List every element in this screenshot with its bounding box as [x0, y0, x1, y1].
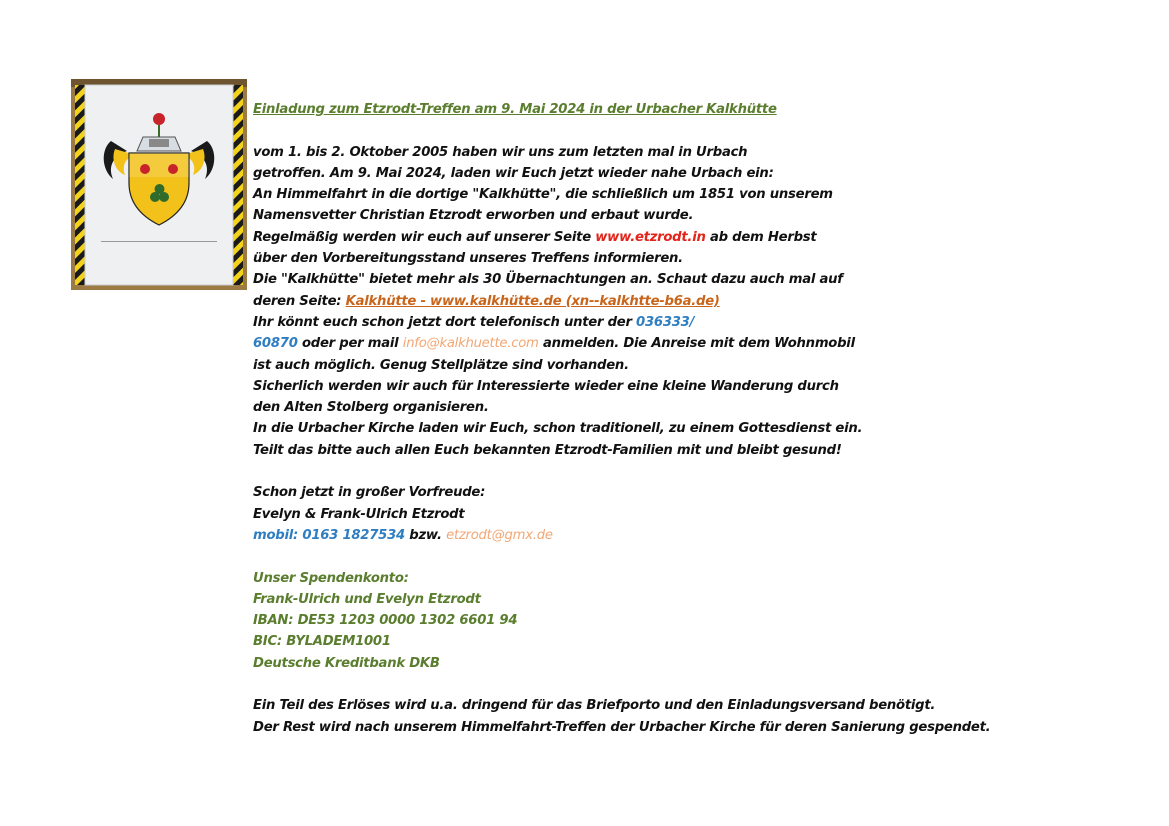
- letter-line: [253, 312, 1033, 333]
- letter-text: Ihr könnt euch schon jetzt dort telefonisch unter der: [253, 314, 637, 330]
- invitation-title: Einladung zum Etzrodt-Treffen am 9. Mai 2024 in der Urbacher Kalkhütte: [253, 102, 777, 117]
- signature-email-link[interactable]: etzrodt@gmx.de: [446, 527, 553, 543]
- bank-name: Deutsche Kreditbank DKB: [253, 655, 440, 671]
- bank-iban: IBAN: DE53 1203 0000 1302 6601 94: [253, 613, 518, 629]
- letter-line: Sicherlich werden wir auch für Interessierte wieder eine kleine Wanderung durch: [253, 378, 839, 394]
- letter-line: [253, 227, 1033, 248]
- letter-text: deren Seite:: [253, 293, 346, 309]
- letter-line: ist auch möglich. Genug Stellplätze sind vorhanden.: [253, 357, 629, 373]
- letter-line: [253, 291, 1033, 312]
- bank-heading: Unser Spendenkonto:: [253, 570, 409, 586]
- bank-holder: Frank-Ulrich und Evelyn Etzrodt: [253, 591, 481, 607]
- letter-line: [253, 333, 1033, 354]
- etzrodt-website-link[interactable]: www.etzrodt.in: [595, 229, 706, 245]
- mobile-phone-link[interactable]: mobil: 0163 1827534: [253, 527, 405, 543]
- kalkhuette-website-link[interactable]: Kalkhütte - www.kalkhütte.de (xn--kalkhtte-b6a.de): [345, 293, 720, 309]
- letter-line: In die Urbacher Kirche laden wir Euch, schon traditionell, zu einem Gottesdienst ein.: [253, 421, 863, 437]
- bank-bic: BIC: BYLADEM1001: [253, 634, 391, 650]
- kalkhuette-email-link[interactable]: info@kalkhuette.com: [402, 336, 539, 352]
- letter-text: oder per mail: [297, 336, 403, 352]
- signature-contact: [253, 525, 1033, 546]
- letter-text: anmelden. Die Anreise mit dem Wohnmobil: [538, 336, 855, 352]
- signature-greeting: Schon jetzt in großer Vorfreude:: [253, 485, 486, 501]
- letter-line: über den Vorbereitungsstand unseres Treffens informieren.: [253, 251, 683, 267]
- letter-text: Regelmäßig werden wir euch auf unserer Seite: [253, 229, 596, 245]
- letter-line: vom 1. bis 2. Oktober 2005 haben wir uns zum letzten mal in Urbach: [253, 144, 748, 160]
- letter-line: Die "Kalkhütte" bietet mehr als 30 Übernachtungen an. Schaut dazu auch mal auf: [253, 272, 843, 288]
- letter-line: den Alten Stolberg organisieren.: [253, 400, 489, 416]
- signature-names: Evelyn & Frank-Ulrich Etzrodt: [253, 506, 465, 522]
- kalkhuette-phone-link-cont[interactable]: 60870: [253, 336, 298, 352]
- kalkhuette-phone-link[interactable]: 036333/: [636, 314, 695, 330]
- invitation-letter: [253, 99, 1033, 738]
- coat-of-arms-banner-image: [71, 79, 247, 290]
- signature-separator: bzw.: [404, 527, 447, 543]
- footer-line: Ein Teil des Erlöses wird u.a. dringend für das Briefporto und den Einladungsversand benötigt.: [253, 698, 936, 714]
- letter-text: ab dem Herbst: [705, 229, 817, 245]
- footer-line: Der Rest wird nach unserem Himmelfahrt-Treffen der Urbacher Kirche für deren Sanierung gespendet.: [253, 719, 991, 735]
- letter-line: getroffen. Am 9. Mai 2024, laden wir Euch jetzt wieder nahe Urbach ein:: [253, 165, 774, 181]
- letter-line: Namensvetter Christian Etzrodt erworben und erbaut wurde.: [253, 208, 694, 224]
- letter-line: Teilt das bitte auch allen Euch bekannten Etzrodt-Familien mit und bleibt gesund!: [253, 442, 842, 458]
- letter-line: An Himmelfahrt in die dortige "Kalkhütte", die schließlich um 1851 von unserem: [253, 187, 833, 203]
